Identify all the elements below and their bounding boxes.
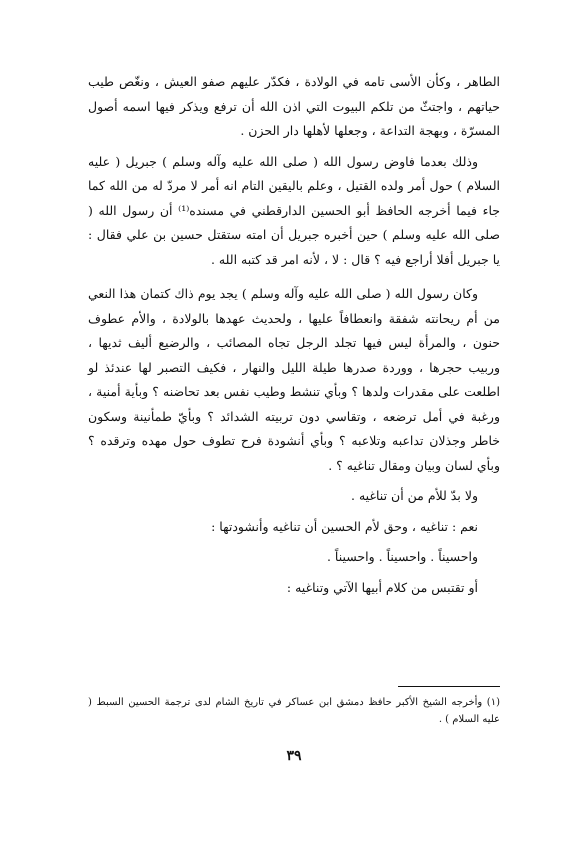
- page-number: ٣٩: [286, 748, 302, 764]
- paragraph: نعم : تناغيه ، وحق لأم الحسين أن تناغيه وأنشودتها :: [211, 518, 478, 534]
- paragraph: أو تقتبس من كلام أبيها الآتي وتناغيه :: [286, 579, 478, 595]
- footnotes: [88, 694, 500, 728]
- paragraph: وذلك بعدما فاوض رسول الله ( صلى الله عليه وآله وسلم ) جبريل ( عليه السلام ) حول أمر ولده القتيل ، وعلم باليقين التام انه أمر لا مردّ له من الله كما جاء فيما أخرجه الحافظ أبو الحسين الدارقطني في مسنده⁽¹⁾ أن رسول الله ( صلى الله عليه وسلم ) حين أخبره جبريل أن امته ستقتل حسين بن علي فقال : يا جبريل أفلا أراجع فيه ؟ قال : لا ، لأنه امر قد كتبه الله .: [88, 153, 500, 267]
- paragraph: الطاهر ، وكأن الأسى تامه في الولادة ، فكدّر عليهم صفو العيش ، ونغّص طيب حياتهم ، واجتثّ من تلكم البيوت التي اذن الله أن ترفع ويذكر فيها اسمه أصول المسرّة ، وبهجة التداعة ، وجعلها لأهلها دار الحزن .: [88, 74, 500, 138]
- paragraph: واحسيناً . واحسيناً . واحسيناً .: [326, 549, 478, 564]
- footnote-divider: [398, 686, 500, 687]
- paragraph: ولا بدّ للأم من أن تناغيه .: [351, 488, 478, 503]
- main-text: [88, 70, 500, 600]
- paragraph: وكان رسول الله ( صلى الله عليه وآله وسلم ) يجد يوم ذاك كتمان هذا النعي من أم ريحانته شفقة وانعطافاً عليها ، ولحديث عهدها بالولادة ، والأم عطوف حنون ، والمرأة ليس فيها تجلد الرجل تجاه المصائب ، والرضيع أليف ثديها ، وربيب حجرها ، ووردة صدرها طيلة الليل والنهار ، فكيف التصبر لها عندئذ لو اطلعت على مقدرات ولدها ؟ وبأي تنشط وطيب نفس بعد تحاضنه ؟ وبأية أمنية ، ورغبة في أمل ترضعه ، وتقاسي دون تربيته الشدائد ؟ وبأيّ طمأنينة وسكون خاطر وجذلان تداعبه وتلاعبه ؟ وبأي أنشودة فرح تطوف حول مهده وترقده ؟ وبأي لسان وبيان ومقال تناغيه ؟ .: [88, 286, 500, 473]
- footnote: (١) وأخرجه الشيخ الأكبر حافظ دمشق ابن عساكر في تاريخ الشام لدى ترجمة الحسين السبط ( عليه السلام ) .: [88, 697, 500, 725]
